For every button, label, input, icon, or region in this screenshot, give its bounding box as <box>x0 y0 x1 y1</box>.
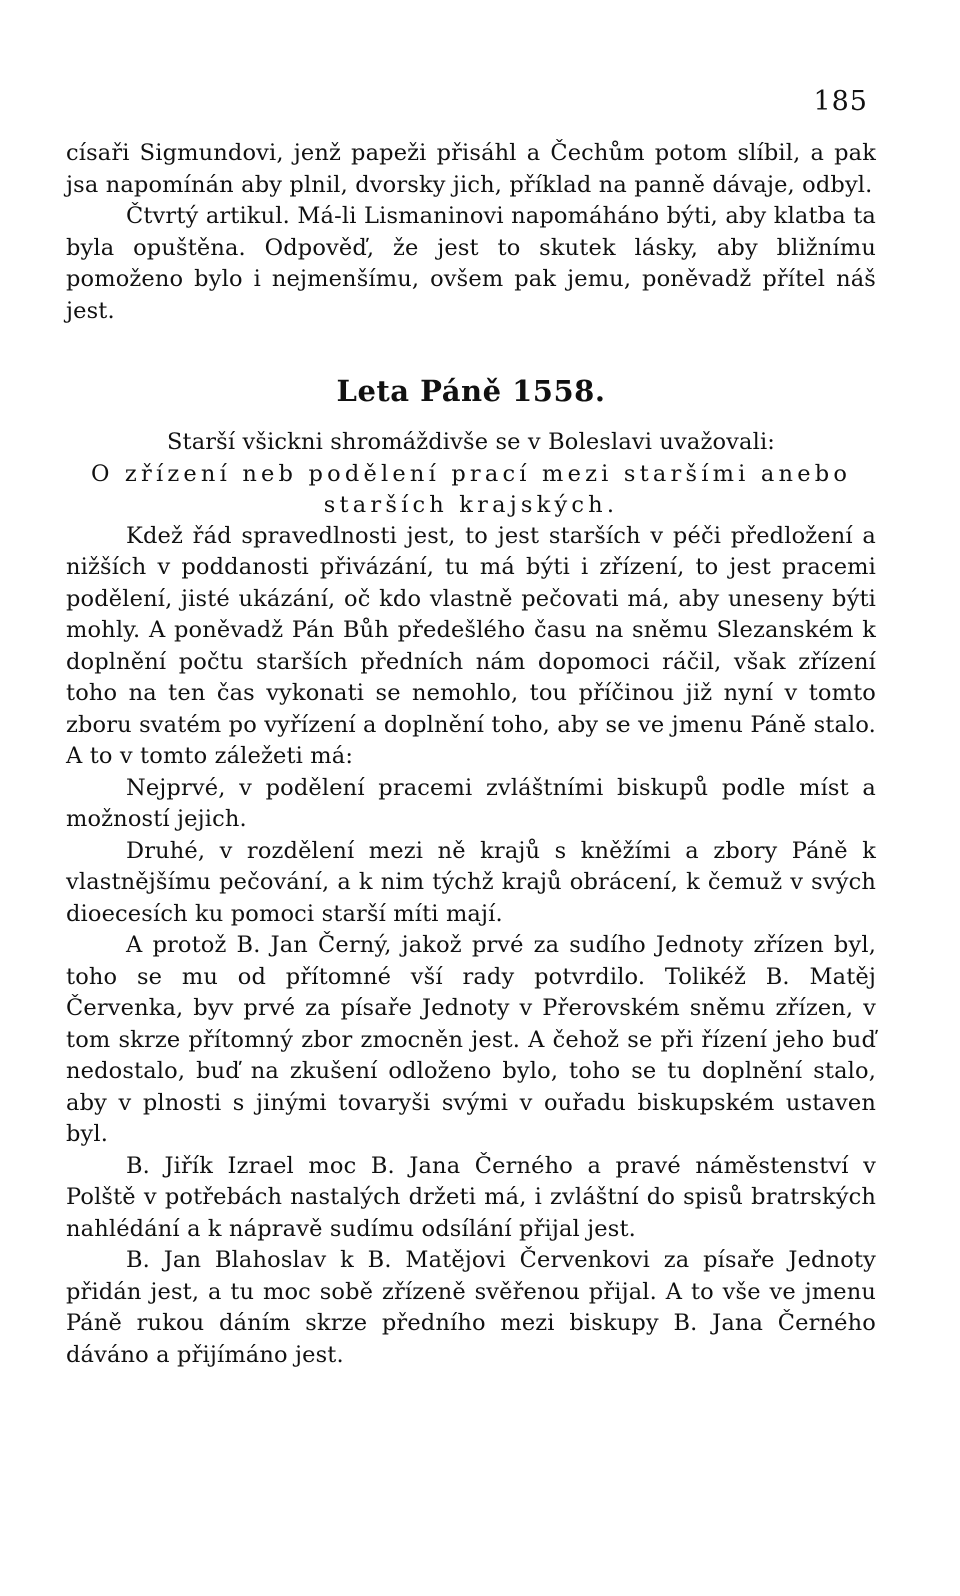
paragraph: A protož B. Jan Černý, jakož prvé za sudího Jednoty zřízen byl, toho se mu od přítomné vší rady potvrdilo. Tolikéž B. Matěj Červenka, byv prvé za písaře Jednoty v Přerovském sněmu zřízen, v tom skrze přítomný zbor zmocněn jest. A čehož se při řízení jeho buď nedostalo, buď na zkušení odloženo bylo, toho se tu doplnění stalo, aby v plnosti s jinými tovaryši svými v ouřadu biskupském ustaven byl. <box>66 932 876 1147</box>
paragraph: B. Jiřík Izrael moc B. Jana Černého a pravé náměstenství v Polště v potřebách nastalých držeti má, i zvláštní do spisů bratrských nahlédání a k nápravě sudímu odsílání přijal jest. <box>66 1152 876 1242</box>
body-text <box>66 138 876 1371</box>
section-heading: Leta Páně 1558. <box>336 374 606 408</box>
page-number: 185 <box>813 86 868 117</box>
subheading: O zřízení neb podělení prací mezi staršími anebo starších krajských. <box>90 460 852 518</box>
paragraph: Kdež řád spravedlnosti jest, to jest starších v péči předložení a nižších v poddanosti přivázání, tu má býti i zřízení, to jest pracemi podělení, jisté ukázání, oč kdo vlastně pečovati má, aby uneseny býti mohly. A poněvadž Pán Bůh předešlého času na sněmu Slezanském k doplnění počtu starších předních nám dopomoci ráčil, však zřízení toho na ten čas vykonati se nemohlo, tou příčinou již nyní v tomto zboru svatém po vyřízení a doplnění toho, aby se ve jmenu Páně stalo. A to v tomto záležeti má: <box>66 522 876 769</box>
intro-line: Starší všickni shromáždivše se v Boleslavi uvažovali: <box>166 429 776 455</box>
paragraph: Čtvrtý artikul. Má-li Lismaninovi napomáháno býti, aby klatba ta byla opuštěna. Odpověď, že jest to skutek lásky, aby bližnímu pomoženo bylo i nejmenšímu, ovšem pak jemu, poněvadž přítel náš jest. <box>66 203 876 324</box>
paragraph: Druhé, v rozdělení mezi ně krajů s kněžími a zbory Páně k vlastnějšímu pečování, a k nim týchž krajů obrácení, k čemuž v svých dioecesích ku pomoci starší míti mají. <box>66 837 876 927</box>
paragraph: B. Jan Blahoslav k B. Matějovi Červenkovi za písaře Jednoty přidán jest, a tu moc sobě zřízeně svěřenou přijal. A to vše ve jmenu Páně rukou dáním skrze předního mezi biskupy B. Jana Černého dáváno a přijímáno jest. <box>66 1247 876 1368</box>
paragraph: císaři Sigmundovi, jenž papeži přisáhl a Čechům potom slíbil, a pak jsa napomínán aby plnil, dvorsky jich, příklad na panně dávaje, odbyl. <box>66 140 876 198</box>
paragraph: Nejprvé, v podělení pracemi zvláštními biskupů podle míst a možností jejich. <box>66 774 876 832</box>
